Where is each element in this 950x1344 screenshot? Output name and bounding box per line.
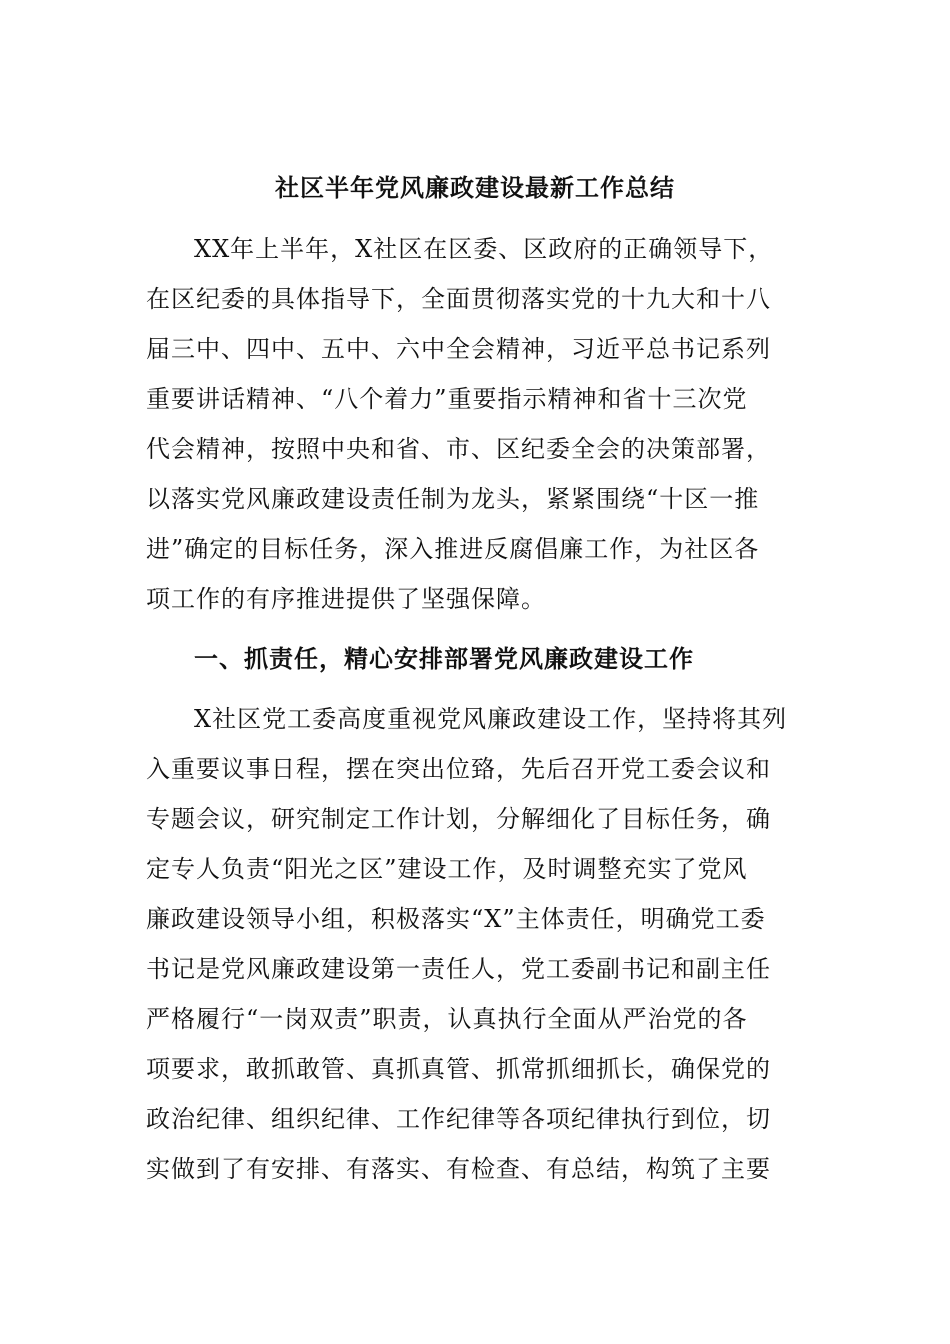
paragraph-line: 项要求，敢抓敢管、真抓真管、抓常抓细抓长，确保党的 xyxy=(146,1055,771,1083)
paragraph-line: X社区党工委高度重视党风廉政建设工作，坚持将其列 xyxy=(194,705,788,733)
paragraph-line: 届三中、四中、五中、六中全会精神，习近平总书记系列 xyxy=(146,335,771,363)
paragraph-line: 代会精神，按照中央和省、市、区纪委全会的决策部署， xyxy=(146,435,771,463)
paragraph-line: 入重要议事日程，摆在突出位臵，先后召开党工委会议和 xyxy=(146,755,771,783)
document-title: 社区半年党风廉政建设最新工作总结 xyxy=(275,173,675,202)
paragraph-line: XX年上半年，X社区在区委、区政府的正确领导下， xyxy=(194,235,774,263)
paragraph-line: 实做到了有安排、有落实、有检查、有总结，构筑了主要 xyxy=(146,1155,771,1183)
paragraph-line: 以落实党风廉政建设责任制为龙头，紧紧围绕“十区一推 xyxy=(146,485,760,513)
paragraph-line: 在区纪委的具体指导下，全面贯彻落实党的十九大和十八 xyxy=(146,285,771,313)
paragraph-line: 项工作的有序推进提供了坚强保障。 xyxy=(146,585,546,613)
paragraph-line: 严格履行“一岗双责”职责，认真执行全面从严治党的各 xyxy=(146,1005,748,1033)
paragraph-line: 政治纪律、组织纪律、工作纪律等各项纪律执行到位，切 xyxy=(146,1105,771,1133)
paragraph-line: 廉政建设领导小组，积极落实“X”主体责任，明确党工委 xyxy=(146,905,766,933)
paragraph-line: 定专人负责“阳光之区”建设工作，及时调整充实了党风 xyxy=(146,855,748,883)
paragraph-line: 书记是党风廉政建设第一责任人，党工委副书记和副主任 xyxy=(146,955,771,983)
paragraph-line: 专题会议，研究制定工作计划，分解细化了目标任务，确 xyxy=(146,805,771,833)
paragraph-line: 进”确定的目标任务，深入推进反腐倡廉工作，为社区各 xyxy=(146,535,760,563)
section-heading: 一、抓责任，精心安排部署党风廉政建设工作 xyxy=(194,644,694,673)
paragraph-line: 重要讲话精神、“八个着力”重要指示精神和省十三次党 xyxy=(146,385,748,413)
